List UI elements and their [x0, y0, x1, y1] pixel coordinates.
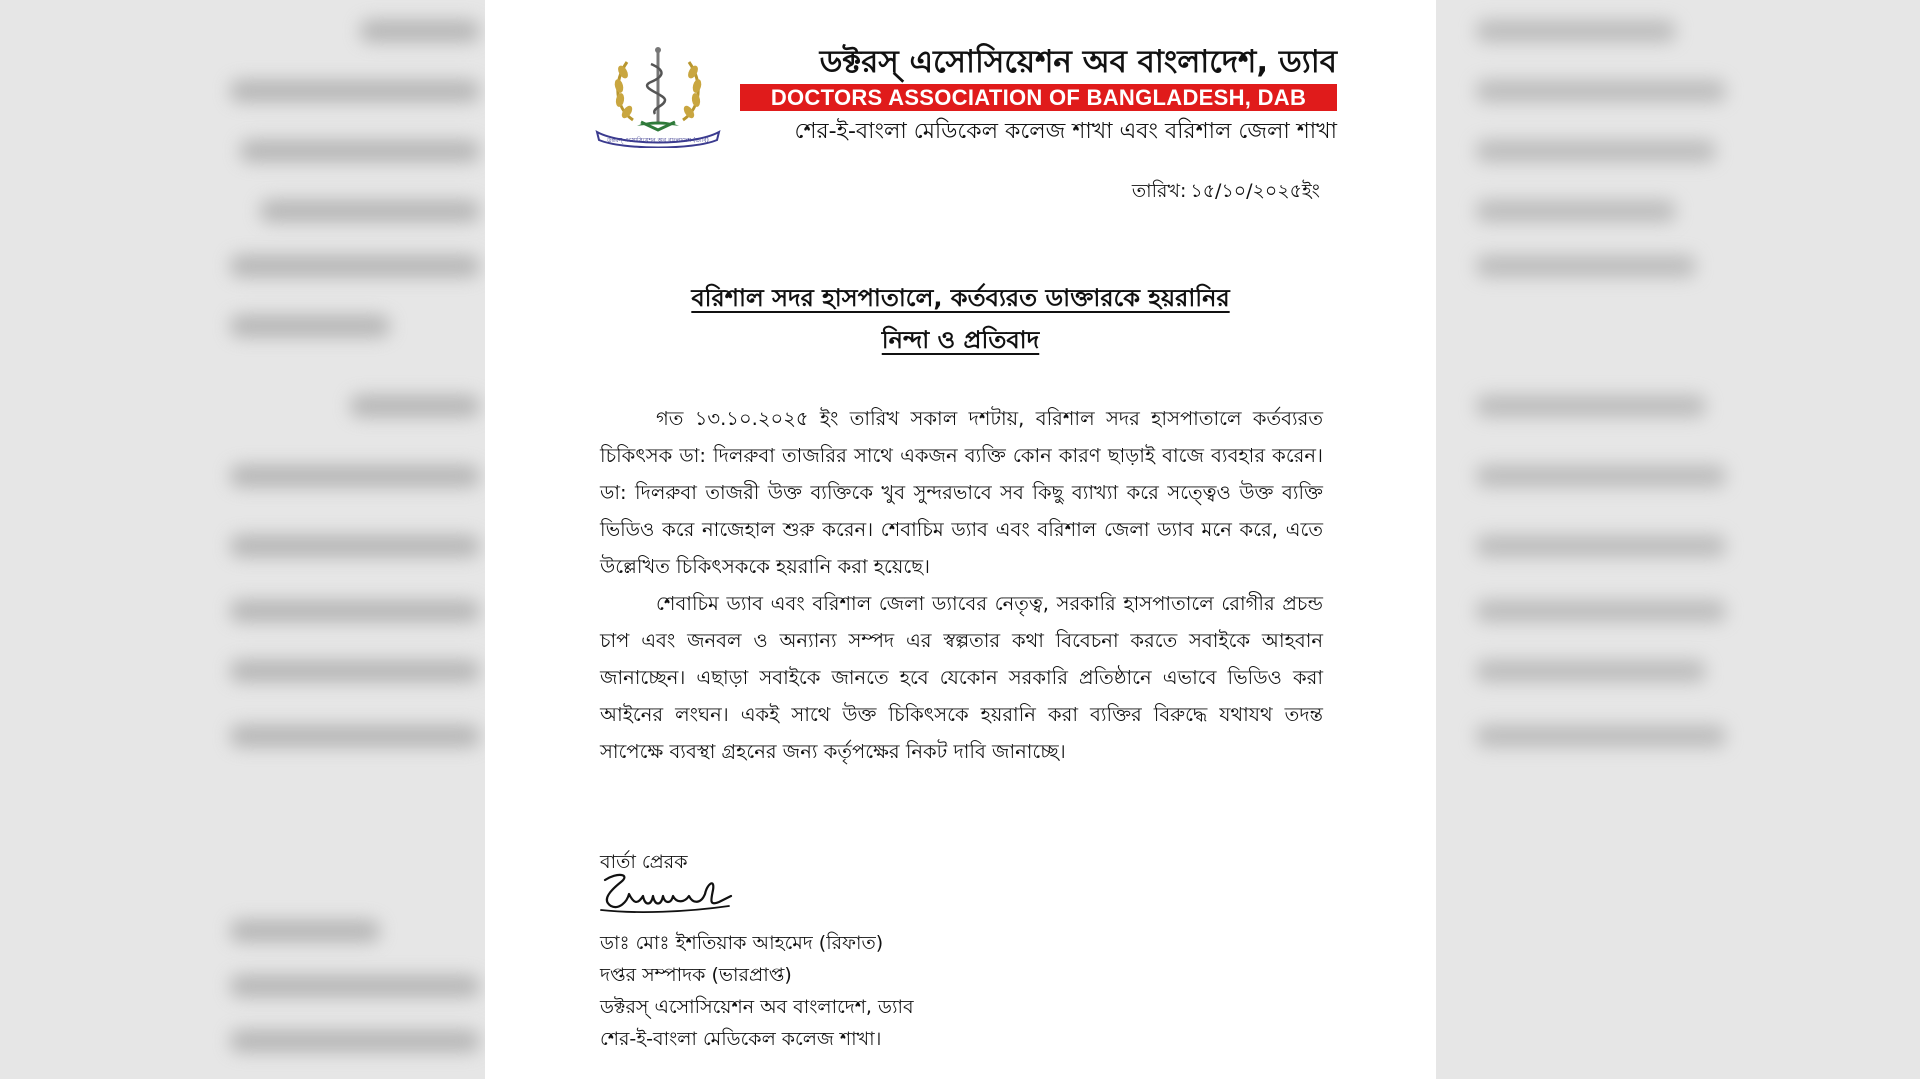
blurred-background-left: [0, 0, 485, 1079]
statement-body: [600, 400, 1323, 770]
logo-caption: ডক্টরস্‌ এসোসিয়েশন অব বাংলাদেশ (ড্যাব): [607, 137, 709, 144]
headline-line-1: [485, 280, 1436, 320]
headline-line-2: [485, 322, 1436, 362]
press-release-document: [485, 0, 1436, 1079]
dab-logo: [593, 42, 723, 148]
paragraph-2: শেবাচিম ড্যাব এবং বরিশাল জেলা ড্যাবের নেতৃত্ব, সরকারি হাসপাতালে রোগীর প্রচন্ড চাপ এবং জনবল ও অন্যান্য সম্পদ এর স্বল্পতার কথা বিবেচনা করতে সবাইকে আহবান জানাচ্ছেন। এছাড়া সবাইকে জানতে হবে যেকোন সরকারি প্রতিষ্ঠানে এভাবে ভিডিও করা আইনের লংঘন। একই সাথে উক্ত চিকিৎসকে হয়রানি করা ব্যক্তির বিরুদ্ধে যথাযথ তদন্ত সাপেক্ষে ব্যবস্থা গ্রহনের জন্য কর্তৃপক্ষের নিকট দাবি জানাচ্ছে।: [600, 592, 1323, 763]
branch-line: শের-ই-বাংলা মেডিকেল কলেজ শাখা এবং বরিশাল জেলা শাখা: [794, 119, 1337, 144]
headline-text-1: বরিশাল সদর হাসপাতালে, কর্তব্যরত ডাক্তারকে হয়রানির: [691, 284, 1230, 312]
org-name-english-banner: DOCTORS ASSOCIATION OF BANGLADESH, DAB: [740, 84, 1337, 111]
headline-text-2: নিন্দা ও প্রতিবাদ: [881, 326, 1040, 354]
signatory-name: ডাঃ মোঃ ইশতিয়াক আহমেদ (রিফাত): [600, 932, 884, 954]
date-line: [1132, 177, 1324, 209]
date-label: তারিখ:: [1131, 180, 1187, 202]
blurred-background-right: [1436, 0, 1920, 1079]
paragraph-1: গত ১৩.১০.২০২৫ ইং তারিখ সকাল দশটায়, বরিশাল সদর হাসপাতালে কর্তব্যরত চিকিৎসক ডা: দিলরুবা তাজরির সাথে একজন ব্যক্তি কোন কারণ ছাড়াই বাজে ব্যবহার করেন। ডা: দিলরুবা তাজরী উক্ত ব্যক্তিকে খুব সুন্দরভাবে সব কিছু ব্যাখ্যা করে সত্ত্বেও উক্ত ব্যক্তি ভিডিও করে নাজেহাল শুরু করেন। শেবাচিম ড্যাব এবং বরিশাল জেলা ড্যাব মনে করে, এতে উল্লেখিত চিকিৎসককে হয়রানি করা হয়েছে।: [600, 407, 1323, 578]
handwritten-signature: [597, 866, 737, 916]
signatory-block: [600, 927, 914, 1055]
date-value: ১৫/১০/২০২৫ইং: [1190, 180, 1320, 202]
org-name-bangla: ডক্টরস্‌ এসোসিয়েশন অব বাংলাদেশ, ড্যাব: [819, 44, 1337, 80]
signatory-branch: শের-ই-বাংলা মেডিকেল কলেজ শাখা।: [600, 1028, 882, 1050]
sender-label: বার্তা প্রেরক: [600, 851, 688, 873]
signatory-designation: দপ্তর সম্পাদক (ভারপ্রাপ্ত): [600, 964, 792, 986]
signatory-organization: ডক্টরস্‌ এসোসিয়েশন অব বাংলাদেশ, ড্যাব: [600, 996, 914, 1018]
